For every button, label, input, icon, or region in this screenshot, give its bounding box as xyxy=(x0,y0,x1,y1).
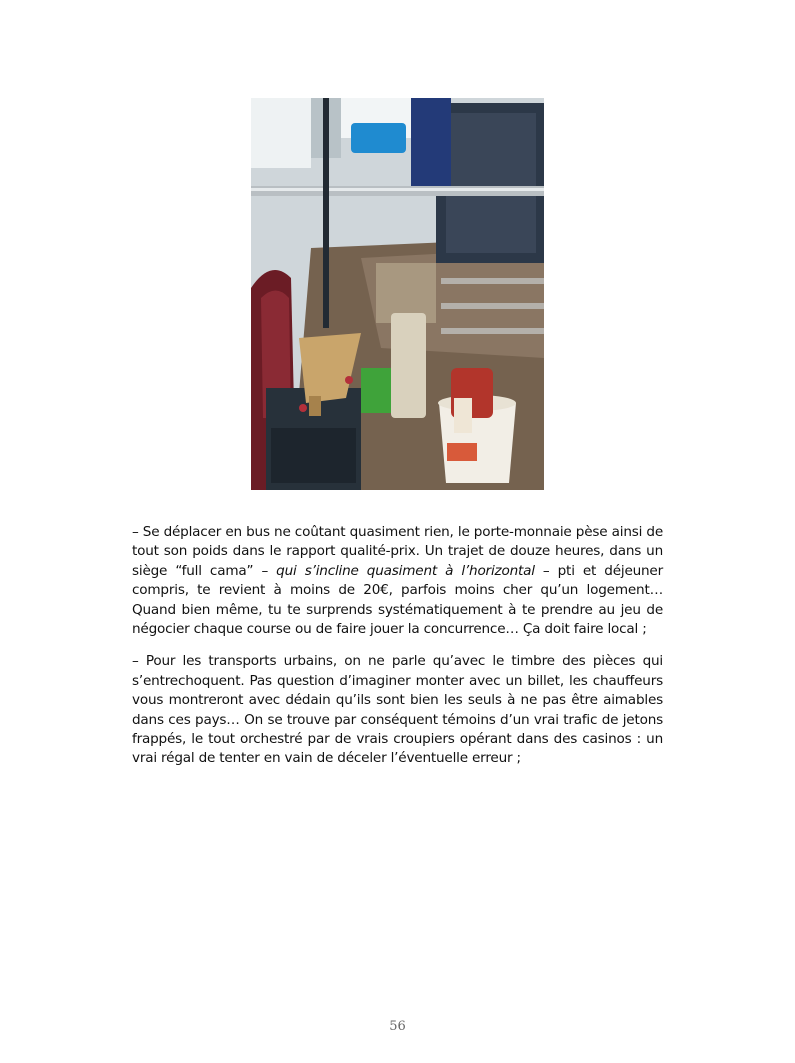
paragraph-bus-fares-emphasis: qui s’incline quasiment à l’horizontal xyxy=(276,562,535,579)
body-text xyxy=(132,523,663,782)
paragraph-bus-fares xyxy=(132,523,663,639)
paragraph-bus-fares-end: – pti et déjeuner compris, te revient à moins de 20€, parfois moins cher qu’un logement… Quand bien même, tu te surprends systématiquement à te prendre au jeu de négocier chaque course ou de faire jouer la concurrence… Ça doit faire local ; xyxy=(132,562,663,638)
paragraph-bus-fares-start: – Se déplacer en bus ne coûtant quasiment rien, le porte-monnaie pèse ainsi de tout son poids dans le rapport qualité-prix. Un trajet de douze heures, dans un siège “full cama” – xyxy=(132,524,663,579)
paragraph-urban-transport: – Pour les transports urbains, on ne parle qu’avec le timbre des pièces qui s’entrechoquent. Pas question d’imaginer monter avec un billet, les chauffeurs vous montreront avec dédain qu’ils sont bien les seuls à ne pas être aimables dans ces pays… On se trouve par conséquent témoins d’un vrai trafic de jetons frappés, le tout orchestré par de vrais croupiers opérant dans des casinos : un vrai régal de tenter en vain de déceler l’éventuelle erreur ; xyxy=(132,653,663,767)
page-number: 56 xyxy=(389,1019,406,1034)
bus-interior-photo xyxy=(251,98,544,490)
